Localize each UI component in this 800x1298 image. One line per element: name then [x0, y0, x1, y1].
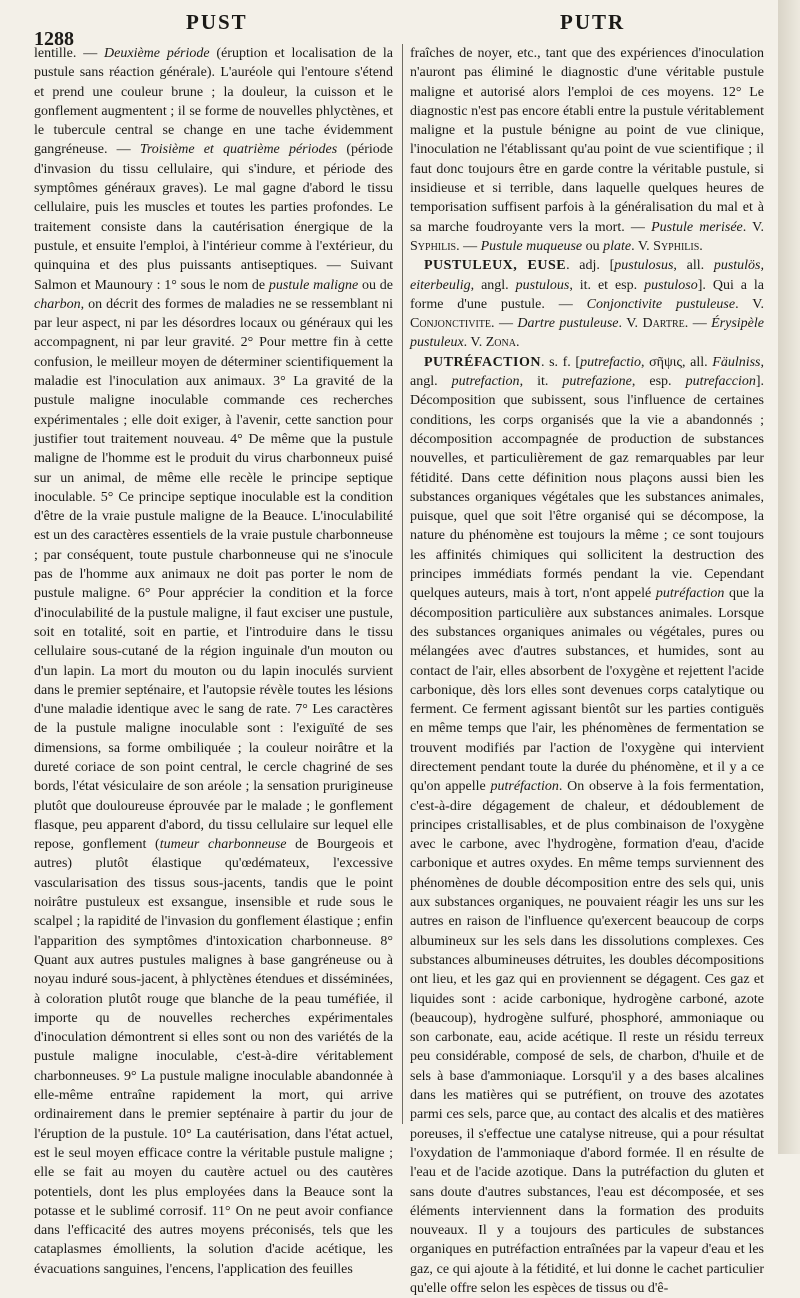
page-gutter-shadow [778, 0, 800, 1154]
text-run: putréfaction [655, 586, 725, 602]
text-run: . adj. [ [566, 258, 615, 274]
text-run: . [699, 238, 703, 254]
paragraph [410, 353, 764, 1298]
text-run: putréfaction [490, 779, 559, 795]
text-run: , it. et esp. [569, 277, 645, 293]
running-head-left: PUST [186, 10, 248, 34]
text-run: (période d'invasion du tissu cellulaire, qui s'indure, et période des symptômes généraux graves). Le mal gagne d'abord le tissu cellulaire, puis les muscles et toutes les parties profondes. Le traitement consiste dans la cautérisation énergique de la pustule, et ensuite l'emploi, à l'intérieur comme à l'extérieur, du quinquina et des plus puissants antiseptiques. — Suivant Salmon et Maunoury : 1° sous le nom de [34, 142, 393, 293]
paragraph [34, 44, 393, 1279]
text-run: putrefazione [562, 374, 632, 390]
text-run: . V. [742, 219, 764, 235]
text-run: , esp. [631, 374, 686, 390]
text-run: . s. f. [ [540, 354, 581, 370]
text-run: . — [456, 238, 481, 254]
text-run: putrefaction [451, 374, 520, 390]
text-run: tumeur charbonneuse [159, 837, 287, 853]
text-run: Deuxième période [104, 46, 210, 61]
text-run: que la décomposition particulière aux substances animales. Lorsque des substances organiques animales ou végétales, pures ou mélangées avec d'autres substances, et humides, sont au contact de l'air, elles absorbent de l'oxygène et rejettent l'acide carbonique, dès lors elles sont devenues corps catalytique ou ferment. Ce ferment agissant bientôt sur les parties contiguës en même temps que l'air, les phénomènes de fermentation se trouvent modifiés par l'action de l'oxygène qui intervient directement pendant toute la durée du phénomène, et il y a ce qu'on appelle [410, 586, 764, 795]
text-run: . V. [735, 296, 764, 312]
text-run: Pustule merisée [651, 219, 743, 235]
text-run: ou de [358, 277, 394, 293]
text-run: . [515, 335, 520, 351]
text-run: Fäulniss [712, 354, 761, 370]
text-run: . On observe à la fois fermentation, c'est-à-dire dégagement de chaleur, et dédoublement de principes cristallisables, et de plus combinaison de l'oxygène avec le carbone, avec l'hydrogène, formation d'eau, d'acide carbonique et autres oxydes. En même temps surviennent des phénomènes de double décomposition entre des sels qui, unis aux substances organiques, ne pouvaient réagir les uns sur les autres en raison de l'influence qu'exercent beaucoup de corps albumineux sur les sels dans les dissolutions complexes. Ces substances albumineuses détruites, les doubles décompositions ont lieu, et les gaz qui en proviennent se dégagent. Ces gaz et liquides sont : acide carbonique, hydrogène carboné, azote (beaucoup), hydrogène sulfuré, phosphoré, ammoniaque ou son carbonate, eau, acide acétique. Il reste un résidu terreux peu considérable, composé de sels, de charbon, d'huile et de sels à base d'ammoniaque. Lorsqu'il y a des bases alcalines dans les matières qui se putréfient, on trouve des azotates parmi ces sels, parce que, au contact des alcalis et des matières poreuses, il s'effectue une catalyse nitreuse, qui a pour résultat l'oxydation de l'ammoniaque d'abord formée. Il en résulte de l'eau et de l'acide azotique. Dans la putréfaction du gluten et sans doute d'autres substances, l'eau est décomposée, et ses éléments interviennent dans la formation des produits nouveaux. Il y a toujours des particules de substances organiques en putréfaction entraînées par la vapeur d'eau et les gaz, ce qui ajoute à la fétidité, et lui donne le cachet particulier qu'elle offre selon les espèces de tissus ou d'ê- [410, 779, 764, 1296]
text-run: ou [582, 238, 604, 254]
right-column [410, 44, 764, 1298]
text-run: putrefaccion [685, 374, 756, 390]
text-run: Dartre pustuleuse [517, 316, 619, 332]
text-run: Conjonctivite pustuleuse [586, 296, 736, 312]
text-run: charbon [34, 296, 81, 312]
text-run: Conjonctivite [410, 316, 491, 332]
text-run: , it. [519, 374, 563, 390]
text-run: de Bourgeois et autres) plutôt élastique qu'œdémateux, l'excessive vascularisation des tissus sous-jacents, tandis que le point noirâtre pustuleux est exsangue, insensible et rude sous le scalpel ; la rapidité de l'invasion du gonflement élastique ; enfin l'apparition des symptômes d'intoxication charbonneuse. 8° Quant aux autres pustules malignes à base gangréneuse ou à noyau induré sous-jacent, à phlyctènes étendues et disséminées, à coloration plutôt rouge que blanche de la peau tuméfiée, il importe qu de nouvelles recherches expérimentales d'inoculation démontrent si elles sont ou non des variétés de la pustule maligne inoculable, c'est-à-dire véritablement charbonneuses. 9° La pustule maligne inoculable abandonnée à elle-même entraîne rapidement la mort, qui arrive ordinairement dans le premier septénaire à partir du jour de l'éruption de la pustule. 10° La cautérisation, dans l'état actuel, est le seul moyen efficace contre la véritable pustule maligne ; elle se fait au moyen du cautère actuel ou des cautères potentiels, dont les plus employées dans la Beauce sont la potasse et le sublimé corrosif. 11° On ne peut avoir confiance dans l'efficacité des autres moyens préconisés, tels que les cataplasmes émollients, la solution d'acide acétique, les évacuations sanguines, l'encens, l'application des feuilles [34, 837, 393, 1277]
text-run: , σῆψις, all. [641, 354, 713, 370]
text-run: ]. Décomposition que subissent, sous l'influence de certaines conditions, les corps organisés que la vie a abandonnés ; décomposition accompagnée de production de substances nouvelles, et particulièrement de gaz remarquables par leur fétidité. Dans cette définition nous plaçons aussi bien les substances organiques végétales que les substances animales, puisque, quel que soit l'être organisé qui se décompose, la nature du phénomène est toujours la même ; ce sont toujours les affinités chimiques qui sollicitent la destruction des principes immédiats formés pendant la vie. Cependant quelques auteurs, mais à tort, n'ont appelé [410, 374, 765, 602]
page-number: 1288 [34, 28, 74, 50]
paragraph [410, 44, 764, 256]
paragraph [410, 256, 764, 352]
text-run: putrefactio [580, 354, 641, 370]
text-run: plate [603, 238, 632, 254]
text-run: . V. [463, 335, 486, 351]
text-run: PUSTULEUX, EUSE [424, 258, 567, 274]
running-head-right: PUTR [560, 10, 626, 34]
text-run: pustulosus [614, 258, 674, 274]
text-run: pustuloso [644, 277, 698, 293]
text-run: Dartre [642, 316, 685, 332]
text-run: pustulous [515, 277, 570, 293]
text-run: Érysipèle pustuleux [410, 316, 764, 351]
text-run: Syphilis [410, 238, 457, 254]
text-run: Pustule muqueuse [480, 238, 583, 254]
text-run: PUTRÉFACTION [424, 354, 541, 370]
text-run: , angl. [410, 354, 764, 390]
left-column [34, 44, 393, 1279]
text-run: . V. [618, 316, 643, 332]
text-run: , angl. [470, 277, 516, 293]
text-run: , on décrit des formes de maladies ne se ressemblant ni par leur aspect, ni par les désordres locaux ou généraux qui les accompagnent, ni par leur gravité. 2° Pour mettre fin à cette confusion, le meilleur moyen de déterminer scientifiquement la maladie est l'inoculation aux animaux. 3° La gravité de la pustule maligne inoculable commande ces recherches expérimentales ; elle doit exiger, à l'avenir, cette sanction pour justifier tout traitement nouveau. 4° De même que la pustule maligne de l'homme est le produit du virus charbonneux puisé sur un animal, de même elle recèle le principe septique inoculable. 5° Ce principe septique inoculable est la condition d'être de la vraie pustule maligne de la Beauce. L'inoculabilité est un des caractères essentiels de la vraie pustule charbonneuse ; par conséquent, toute pustule charbonneuse qui ne s'inocule pas de l'homme aux animaux ne doit pas porter le nom de pustule maligne. 6° Pour apprécier la condition et la force d'inoculabilité de la pustule maligne, il faut exciser une pustule, soit en totalité, soit en partie, et l'introduire dans le tissu cellulaire sous-cutané de la région inguinale d'un mouton ou d'un lapin. La mort du mouton ou du lapin inoculés survient dans le premier septénaire, et l'autopsie révèle toutes les lésions d'une maladie identique avec le sang de rate. 7° Les caractères de la pustule maligne inoculable sont : l'exiguïté de ses dimensions, sa forme ombiliquée ; la couleur noirâtre et la dureté coriace de son point central, le cercle chagriné de ses bords, l'état vésiculaire de son aréole ; la sensation prurigineuse plutôt que douloureuse éprouvée par le malade ; le gonflement flasque, peu apparent d'abord, du tissu cellulaire sur lequel elle repose, gonflement ( [34, 296, 393, 853]
text-run: pustule maligne [268, 277, 359, 293]
text-run: . — [491, 316, 518, 332]
text-run: lentille. — [34, 46, 105, 61]
text-run: Troisième et quatrième périodes [139, 142, 338, 158]
text-run: pustulös, eiterbeulig [410, 258, 764, 293]
text-run: . — [684, 316, 712, 332]
text-run: , all. [673, 258, 714, 274]
text-run: . V. [631, 238, 654, 254]
column-divider [402, 44, 403, 1124]
text-run: Zona [485, 335, 516, 351]
text-run: ]. Qui a la forme d'une pustule. — [410, 277, 765, 312]
text-run: fraîches de noyer, etc., tant que des expériences d'inoculation n'auront pas éliminé le diagnostic d'une véritable pustule maligne et autorisé alors l'emploi de ces moyens. 12° Le diagnostic n'est pas encore établi entre la pustule véritablement maligne et la pustule bénigne au point de vue clinique, l'inoculation ne l'établissant qu'au point de vue scientifique ; il faut donc toujours être en garde contre la véritable pustule, si insidieuse et si terrible, dans laquelle quelques heures de temporisation suffisent parfois à la généralisation du mal et à sa marche foudroyante vers la mort. — [410, 46, 764, 235]
text-run: Syphilis [653, 238, 700, 254]
text-run: (éruption et localisation de la pustule sans réaction générale). L'auréole qui l'entoure s'étend et prend une couleur brune ; la douleur, la cuisson et le gonflement augmentent ; il se forme de nouvelles phlyctènes, et le tubercule central se change en une tache évidemment gangréneuse. — [34, 46, 393, 158]
